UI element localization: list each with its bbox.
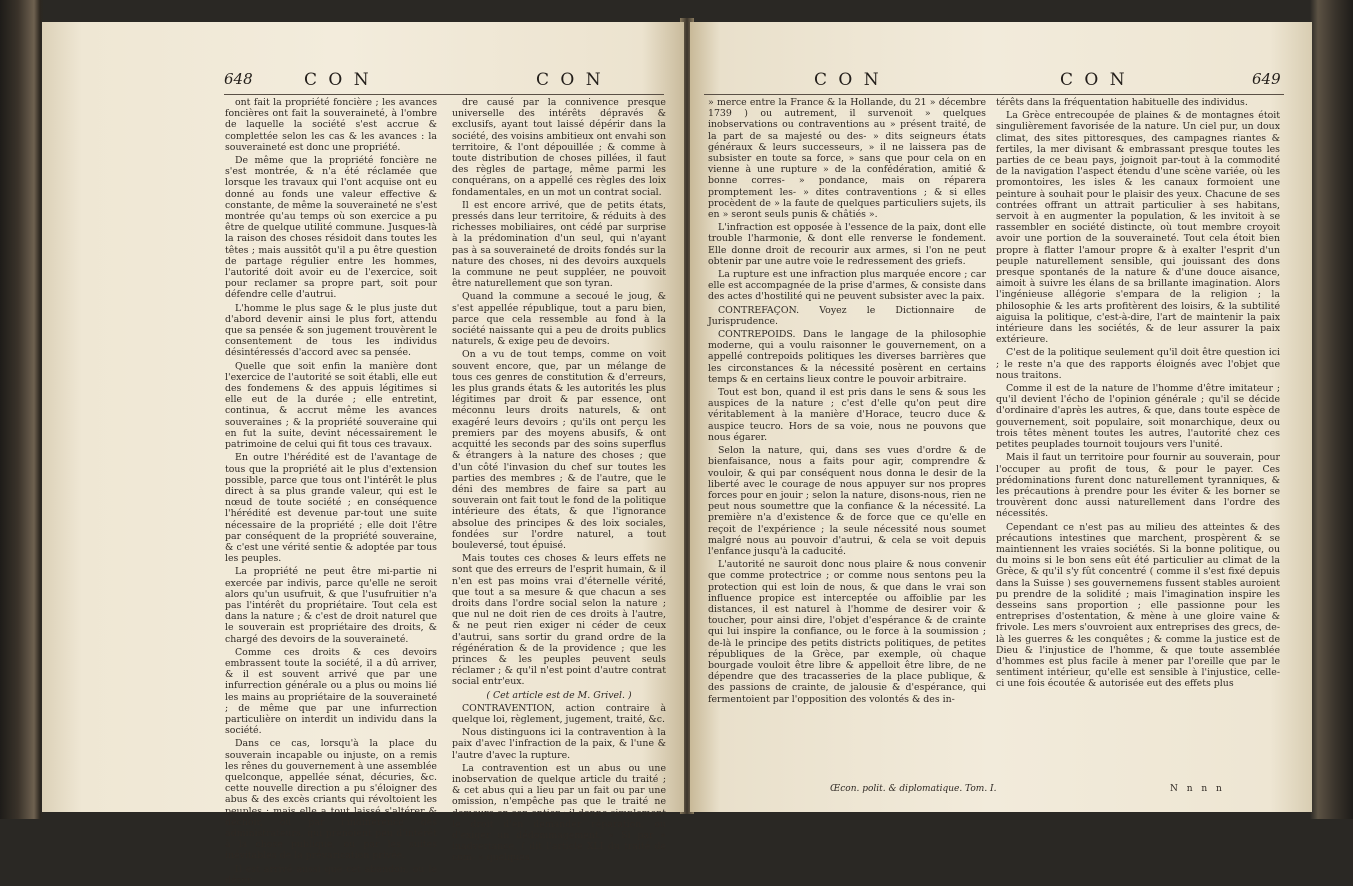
- paragraph: térêts dans la fréquentation habituelle des individus.: [996, 97, 1248, 108]
- right-header-rule: [704, 94, 1284, 95]
- left-header-rule: [224, 94, 664, 95]
- paragraph: En outre l'hérédité est de l'avantage de tous que la propriété ait le plus d'extension possible, parce que tous ont l'intérêt le plus direct à sa plus grande valeur, qui est le nœud de toute société ; en conséquence l'hérédité est devenue par-tout une suite nécessaire de la propriété ; elle doit l'être par conséquent de la propriété souveraine, & c'est une vérité sentie & adoptée par tous les peuples.: [225, 452, 437, 565]
- paragraph: La Grèce entrecoupée de plaines & de montagnes étoit singulièrement favorisée de la nature. Un ciel pur, un doux climat, des sites pittoresques, des campagnes riantes & fertiles, la mer divisant & embrassant presque toutes les parties de ce beau pays, joignoit par-tout à la commodité de la navigation l'aspect étendu d'une scène variée, où les promontoires, les isles & les canaux formoient une peinture à souhait pour le plaisir des yeux. Chacune de ses contrées offrant un attrait particulier à ses habitans, servoit à en augmenter la population, & les invitoit à se rassembler en société distincte, où tout membre croyoit avoir une portion de la souveraineté. Tout cela étoit bien propre à flatter l'amour propre & à exalter l'esprit d'un peuple naturellement sensible, qui jouissant des dons presque spontanés de la nature & d'une douce aisance, aimoit à suivre les élans de sa brillante imagination. Alors l'ingénieuse allégorie s'empara de la religion ; la philosophie & les arts profitèrent des loisirs, & la subtilité aiguisa la politique, c'est-à-dire, l'art de maintenir la paix intérieure dans les sociétés, & de leur assurer la paix extérieure.: [996, 110, 1280, 346]
- paragraph: Comme il est de la nature de l'homme d'être imitateur ; qu'il devient l'écho de l'opinion générale ; qu'il se décide d'ordinaire d'après les autres, & que, dans toute espèce de gouvernement, soit populaire, soit monarchique, deux ou trois têtes mènent toutes les autres, l'autorité chez ces petites peuplades tournoit toujours vers l'unité.: [996, 383, 1280, 451]
- left-column-2: [452, 97, 666, 864]
- paragraph: Comme ces droits & ces devoirs embrassent toute la société, il a dû arriver, & il est souvent arrivé que par une infurrection générale ou a plus ou moins lié les mains au propriétaire de la souveraineté ; de même que par une infurrection particulière on interdit un individu dans la société.: [225, 646, 437, 737]
- paragraph: Il est arrivé aussi que cet abandon, ou le désor-: [225, 863, 437, 886]
- left-page-number: 648: [224, 70, 253, 88]
- footer-volume: Œcon. polit. & diplomatique. Tom. I.: [830, 784, 997, 794]
- paragraph: Quand la commune a secoué le joug, & s'est appellée république, tout a paru bien, parce que cela ressemble au fond à la société naissante qui a peu de droits publics naturels, & exige peu de devoirs.: [452, 291, 666, 348]
- paragraph: L'autorité ne sauroit donc nous plaire & nous convenir que comme protectrice ; or comme nous sentons peu la protection qui est loin de nous, & que dans le vrai son influence propice est interceptée ou affoiblie par les distances, il est naturel à l'homme de desirer voir & toucher, pour ainsi dire, l'objet d'espérance & de crainte qui lui inspire la confiance, ou le force à la soumission ; de-là le principe des petits districts politiques, de petites républiques de la Grèce, par exemple, où chaque bourgade vouloit être libre & appelloit être libre, de ne dépendre que des tracasseries de la place publique, & des passions de crainte, de jalousie & d'espérance, qui fermentoient par l'opposition des volontés & des in-: [708, 559, 986, 705]
- paragraph: » merce entre la France & la Hollande, du 21 » décembre 1739 ) ou autrement, il survenoit » quelques inobservations ou contraventions au » présent traité, de la part de sa majesté ou des- » dits seigneurs états généraux & leurs successeurs, » il ne laissera pas de subsister en toute sa force, » sans que pour cela on en vienne à une rupture » de la confédération, amitié & bonne corres- » pondance, mais on réparera promptement les- » dites contraventions ; & si elles procèdent de » la faute de quelques particuliers sujets, ils en » seront seuls punis & châtiés ».: [708, 97, 986, 221]
- article-signature: ( Cet article est de M. Grivel. ): [486, 689, 632, 701]
- paragraph: ont fait la propriété foncière ; les avances foncières ont fait la souveraineté, à l'ombre de laquelle la société s'est accrue & complettée selon les cas & les avances : la souveraineté est donc une propriété.: [225, 97, 437, 153]
- paragraph: C'est de la politique seulement qu'il doit être question ici ; le reste n'a que des rapports éloignés avec l'objet que nous traitons.: [996, 347, 1280, 381]
- paragraph: La propriété ne peut être mi-partie ni exercée par indivis, parce qu'elle ne seroit alors qu'un usufruit, & que l'usufruitier n'a pas l'intérêt du propriétaire. Tout cela est dans la nature ; & c'est de droit naturel que le souverain est propriétaire des droits, & chargé des devoirs de la souveraineté.: [225, 566, 437, 645]
- paragraph: Mais il faut un territoire pour fournir au souverain, pour l'occuper au profit de tous, & pour le payer. Ces prédominations furent donc naturellement tyranniques, & les précautions à prendre pour les éviter & les borner se trouvèrent donc aussi naturellement dans l'ordre des nécessités.: [996, 452, 1280, 520]
- paragraph: L'homme le plus sage & le plus juste dut d'abord devenir ainsi le plus fort, attendu que sa pensée & son jugement trouvèrent le consentement de tous les individus désintéressés d'accord avec sa pensée.: [225, 302, 437, 359]
- entry-heading-contrefacon: CONTREFAÇON. Voyez le Dictionnaire de Jurisprudence.: [708, 304, 986, 327]
- footer-signature-mark: N n n n: [1170, 784, 1225, 794]
- right-header-left: C O N: [814, 70, 882, 90]
- paragraph: Selon la nature, qui, dans ses vues d'ordre & de bienfaisance, nous a faits pour agir, comprendre & vouloir, & qui par conséquent nous donna le desir de la liberté avec le courage de nous appuyer sur nos propres forces pour en jouir ; selon la nature, disons-nous, rien ne peut nous soumettre que la confiance & la nécessité. La première n'a d'existence & de force que ce qu'elle en reçoit de l'expérience ; la seule nécessité nous soumet malgré nous au pouvoir d'autrui, & cela se voit depuis l'enfance jusqu'à la caducité.: [708, 445, 986, 557]
- paragraph: La contravention est un abus ou une inobservation de quelque article du traité ; & cet abus qui a lieu par un fait ou par une omission, n'empêche pas que le traité ne demeure en son entier ; il donne simplement le droit d'en demander réparation, ou d'exiger un dédommagement. « Si par » inadvertance, ( dit l'article XLI du traité de com- » quelques: [452, 762, 666, 864]
- paragraph: Tout est bon, quand il est pris dans le sens & sous les auspices de la nature ; c'est d'elle qu'on peut dire véritablement à la manière d'Horace, teucro duce & auspice teucro. Hors de sa voie, nous ne pouvons que nous égarer.: [708, 387, 986, 443]
- left-header-left: C O N: [304, 70, 372, 90]
- right-column-2: [996, 97, 1280, 781]
- paragraph: Quelle que soit enfin la manière dont l'exercice de l'autorité se soit établi, elle eut des fondemens & des appuis légitimes si elle eut de la durée ; elle entretint, continua, & accrut même les avances souveraines ; & la propriété souveraine qui en fut la suite, devint nécessairement le patrimoine de celui qui fit tous ces travaux.: [225, 360, 437, 451]
- paragraph: Nous distinguons ici la contravention à la paix d'avec l'infraction de la paix, & l'une & l'autre d'avec la rupture.: [452, 727, 666, 761]
- left-column-1: [225, 97, 437, 886]
- paragraph: Cependant ce n'est pas au milieu des atteintes & des précautions intestines que marchent, prospèrent & se maintiennent les vraies sociétés. Si la bonne politique, ou du moins si le bon sens eût été particulier au climat de la Grèce, & qu'il s'y fût concentré ( comme il s'est fixé depuis dans la Suisse ) ses gouvernemens fussent stables auroient pu prendre de la solidité ; mais l'imagination inspire les desseins sans proportion ; elle passionne pour les entreprises d'ostentation, & mène à une gloire vaine & frivole. Les mers s'ouvroient aux entreprises des grecs, de-là les guerres & les conquêtes ; & comme la justice est de Dieu & l'injustice de l'homme, & que toute assemblée d'hommes est plus facile à mener par l'oreille que par le sentiment intérieur, qu'elle est sensible à l'injustice, celle-ci une fois écoutée & autorisée eut des effets plus: [996, 521, 1280, 690]
- paragraph: dre causé par la connivence presque universelle des intérêts dépravés & exclusifs, ayant tout laissé dépérir dans la société, des voisins ambitieux ont envahi son territoire, & l'ont dépouillée ; & comme à toute distribution de choses pillées, il faut des règles de partage, même parmi les conquérans, on a appellé ces règles des loix fondamentales, en un mot un contrat social.: [452, 97, 666, 198]
- entry-heading-contravention: CONTRAVENTION, action contraire à quelque loi, règlement, jugement, traité, &c.: [452, 702, 666, 725]
- right-page: [690, 22, 1312, 812]
- right-column-1: [708, 97, 986, 781]
- paragraph: Il est encore arrivé, que de petits états, pressés dans leur territoire, & réduits à des richesses mobiliaires, ont cédé par surprise à la prédomination d'un seul, qui n'ayant pas à sa souveraineté de droits fondés sur la nature des choses, ni des devoirs auxquels la commune ne peut suppléer, ne pouvoit être naturellement que son tyran.: [452, 199, 666, 290]
- paragraph: Dans ce cas, lorsqu'à la place du souverain incapable ou injuste, on a remis les rênes du gouvernement à une assemblée quelconque, appellée sénat, décuries, &c. cette nouvelle direction a pu s'éloigner des abus & des excès criants qui révoltoient les peuples : mais elle a tout laissé s'altérer & déchoir, ou par l'indifférence des administrateurs, qui prenoient peu d'intérêt à la chose publique, ou par les suites inévitables de la prévarication privée.: [225, 738, 437, 862]
- paragraph: On a vu de tout temps, comme on voit souvent encore, que, par un mélange de tous ces genres de constitution & d'erreurs, les plus grands états & les autorités les plus légitimes par droit & par essence, ont méconnu leurs droits naturels, & ont exagéré leurs devoirs ; qu'ils ont perçu les premiers par des moyens abusifs, & ont acquitté les seconds par des soins superflus & étrangers à la nature des choses ; que d'un côté l'invasion du chef sur toutes les parties des membres ; & de l'autre, que le déni des membres de faire sa part au souverain ont fait tout le fond de la politique intérieure des états, & que l'ignorance absolue des principes & des loix sociales, fondées sur l'ordre naturel, a tout bouleversé, tout épuisé.: [452, 349, 666, 551]
- left-header-right: C O N: [536, 70, 604, 90]
- right-page-number: 649: [1252, 70, 1281, 88]
- entry-heading-contrepoids: CONTREPOIDS. Dans le langage de la philosophie moderne, qui a voulu raisonner le gouvernement, on a appellé contrepoids politiques les diverses barrières que les circonstances & la nécessité posèrent en certains temps & en certains lieux contre le pouvoir arbitraire.: [708, 329, 986, 385]
- paragraph: La rupture est une infraction plus marquée encore ; car elle est accompagnée de la prise d'armes, & consiste dans des actes d'hostilité qui ne peuvent subsister avec la paix.: [708, 269, 986, 303]
- paragraph: Mais toutes ces choses & leurs effets ne sont que des erreurs de l'esprit humain, & il n'en est pas moins vrai d'éternelle vérité, que tout a sa mesure & que chacun a ses droits dans l'ordre social selon la nature ; que nul ne doit rien de ces droits à l'autre, & ne peut rien exiger ni céder de ceux d'autrui, sans sortir du grand ordre de la régénération & de la providence ; que les princes & les peuples peuvent seuls réclamer ; & qu'il n'est point d'autre contrat social entr'eux.: [452, 553, 666, 688]
- left-page: [42, 22, 684, 886]
- right-header-right: C O N: [1060, 70, 1128, 90]
- paragraph: De même que la propriété foncière ne s'est montrée, & n'a été réclamée que lorsque les travaux qui l'ont acquise ont eu donné au fonds une valeur effective & constante, de même la souveraineté ne s'est montrée qu'au temps où son exercice a pu être de quelque utilité commune. Jusques-là la raison des choses résidoit dans toutes les têtes ; mais aussitôt qu'il a pu être question de partage régulier entre les hommes, l'autorité doit avoir eu de l'exercice, soit pour reclamer sa propre part, soit pour défendre celle d'autrui.: [225, 155, 437, 301]
- paragraph: L'infraction est opposée à l'essence de la paix, dont elle trouble l'harmonie, & dont elle renverse le fondement. Elle donne droit de recourir aux armes, si l'on ne peut obtenir par une autre voie le redressement des griefs.: [708, 222, 986, 267]
